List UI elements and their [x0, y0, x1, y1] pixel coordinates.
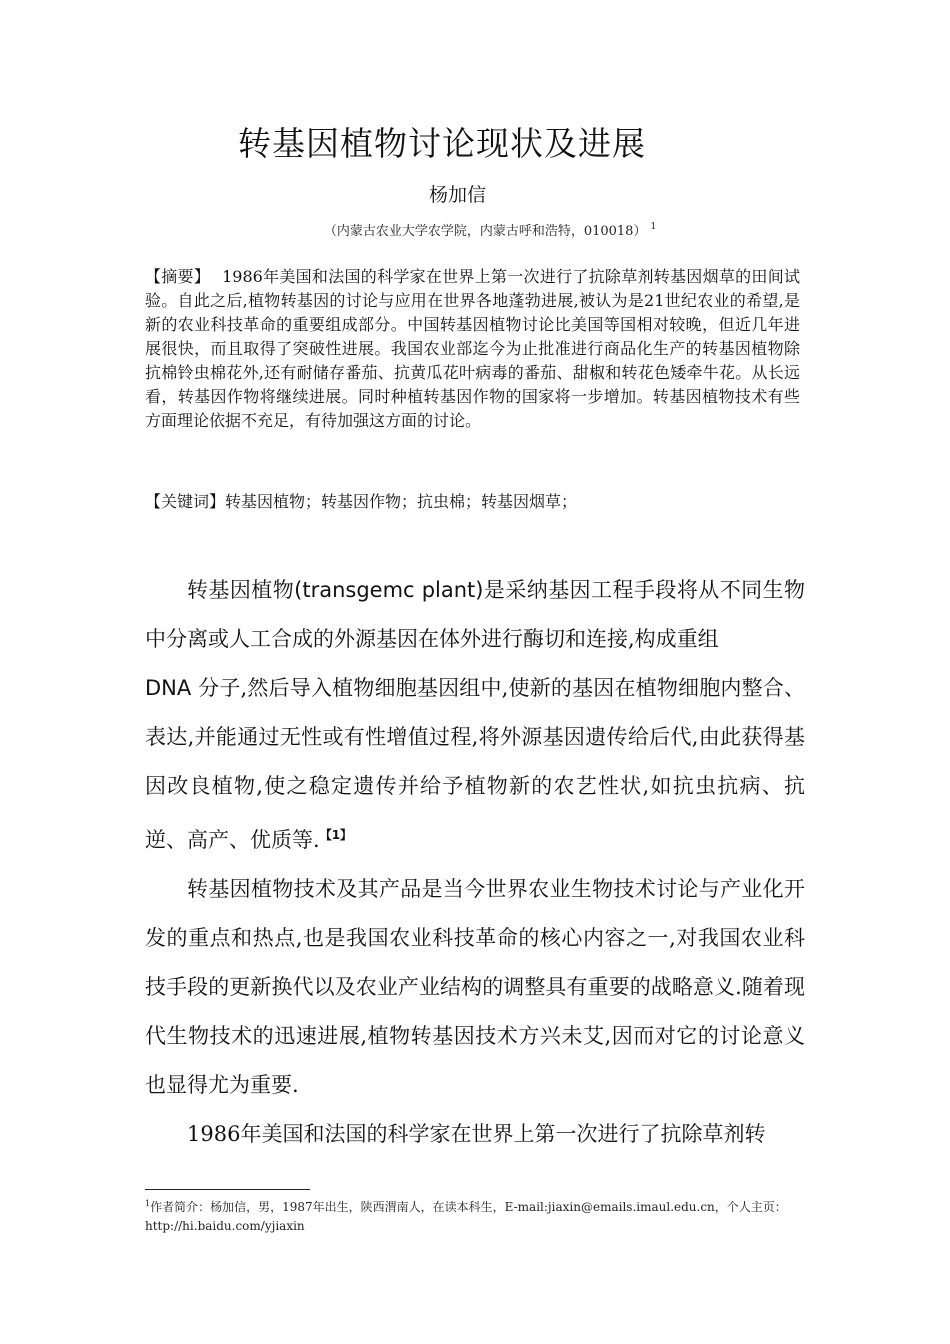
body-paragraph-1 [145, 566, 805, 865]
footnote-divider [145, 1189, 310, 1190]
citation-ref-1: 【1】 [319, 828, 353, 842]
abstract-label: 【摘要】 [145, 267, 211, 286]
abstract [145, 265, 800, 433]
keywords [145, 490, 800, 514]
body-text [145, 566, 805, 1159]
footnote-text: 作者简介：杨加信，男，1987年出生，陕西渭南人，在读本科生，E-mail:jiaxin@emails.imaul.edu.cn，个人主页：http://hi.baidu.com/yjiaxin [145, 1200, 787, 1233]
affiliation-footnote-mark: 1 [650, 222, 657, 232]
paper-title: 转基因植物讨论现状及进展 [238, 124, 646, 163]
author-affiliation [0, 220, 950, 239]
author-name: 杨加信 [428, 184, 486, 206]
p1-part-c: 分子,然后导入植物细胞基因组中,使新的基因在植物细胞内整合、表达,并能通过无性或有性增值过程,将外源基因遗传给后代,由此获得基因改良植物,使之稳定遗传并给予植物新的农艺性状,如抗虫抗病、抗逆、高产、优质等. [145, 676, 805, 852]
p1-part-b: 是采纳基因工程手段将从不同生物中分离或人工合成的外源基因在体外进行酶切和连接,构成重组 [145, 578, 805, 651]
keywords-label: 【关键词】 [145, 492, 226, 511]
body-paragraph-2: 转基因植物技术及其产品是当今世界农业生物技术讨论与产业化开发的重点和热点,也是我国农业科技革命的核心内容之一,对我国农业科技手段的更新换代以及农业产业结构的调整具有重要的战略意义.随着现代生物技术的迅速进展,植物转基因技术方兴未艾,因而对它的讨论意义也显得尤为重要. [145, 877, 805, 1097]
p1-latin-term: (transgemc plant) [294, 578, 484, 602]
keywords-text: 转基因植物；转基因作物；抗虫棉；转基因烟草； [225, 492, 578, 511]
affiliation-text: （内蒙古农业大学农学院，内蒙古呼和浩特，010018） [323, 224, 647, 239]
abstract-text: 1986年美国和法国的科学家在世界上第一次进行了抗除草剂转基因烟草的田间试验。自此之后,植物转基因的讨论与应用在世界各地蓬勃进展,被认为是21世纪农业的希望,是新的农业科技革命的重要组成部分。中国转基因植物讨论比美国等国相对较晚，但近几年进展很快，而且取得了突破性进展。我国农业部迄今为止批准进行商品化生产的转基因植物除抗棉铃虫棉花外,还有耐储存番茄、抗黄瓜花叶病毒的番茄、甜椒和转花色矮牵牛花。从长远看，转基因作物将继续进展。同时种植转基因作物的国家将一步增加。转基因植物技术有些方面理论依据不充足，有待加强这方面的讨论。 [145, 267, 800, 430]
footnote-mark: 1 [145, 1199, 151, 1208]
p1-dna-term: DNA [145, 676, 192, 700]
p1-part-a: 转基因植物 [187, 578, 295, 602]
body-paragraph-3: 1986年美国和法国的科学家在世界上第一次进行了抗除草剂转 [187, 1122, 766, 1146]
footnote [145, 1194, 805, 1236]
